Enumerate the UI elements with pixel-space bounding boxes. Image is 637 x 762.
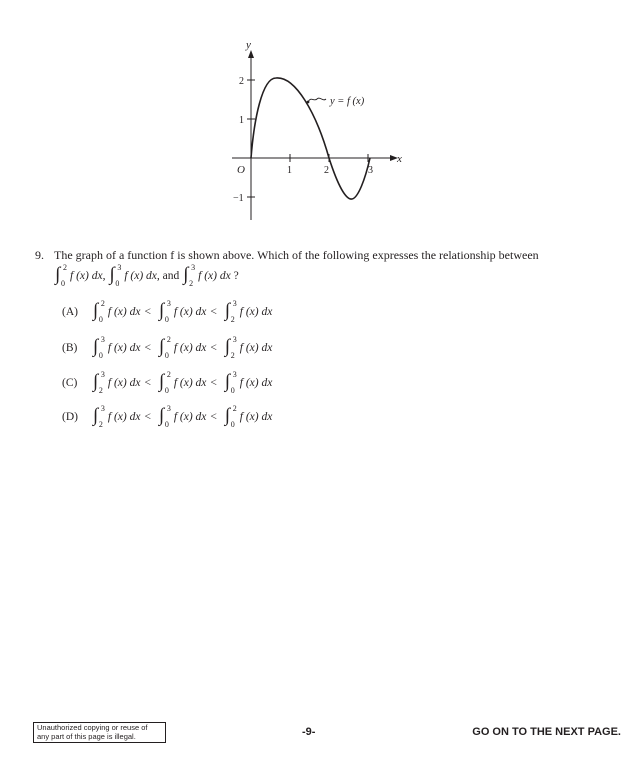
integral — [158, 406, 174, 428]
less-than: < — [210, 342, 217, 354]
integral-sign: ∫ — [158, 405, 165, 426]
upper-limit: 2 — [232, 404, 237, 413]
integral-sign: ∫ — [224, 405, 230, 426]
list-question-mark: ? — [233, 270, 239, 282]
upper-limit: 3 — [100, 335, 105, 344]
x-tick-label-3: 3 — [368, 165, 373, 176]
option-b[interactable] — [62, 337, 272, 359]
less-than: < — [210, 377, 217, 389]
integral-sign: ∫ — [183, 264, 189, 285]
y-axis-arrow — [248, 50, 254, 58]
integrand: f (x) dx — [239, 342, 273, 354]
integral — [92, 406, 108, 428]
lower-limit: 0 — [230, 420, 235, 429]
option-letter: (A) — [62, 306, 78, 318]
less-than: < — [144, 342, 151, 354]
lower-limit: 0 — [164, 315, 169, 324]
y-tick-label-1: 1 — [239, 115, 244, 126]
curve-label-pointer-dot — [307, 101, 310, 104]
integral — [224, 301, 240, 323]
upper-limit: 3 — [117, 263, 122, 272]
list-and: and — [162, 270, 180, 282]
integral-sign: ∫ — [224, 371, 230, 392]
lower-limit: 0 — [98, 315, 103, 324]
function-graph — [0, 0, 637, 240]
integrand: f (x) dx — [239, 306, 273, 318]
lower-limit: 2 — [189, 279, 194, 288]
integrand: f (x) dx — [107, 411, 141, 423]
upper-limit: 3 — [100, 404, 105, 413]
upper-limit: 2 — [100, 299, 105, 308]
x-axis-label: x — [397, 153, 402, 165]
upper-limit: 3 — [166, 299, 171, 308]
option-letter: (B) — [62, 342, 78, 354]
curve-label-pointer — [308, 98, 326, 102]
integral — [92, 372, 108, 394]
upper-limit: 2 — [63, 263, 67, 272]
notice-line-2: any part of this page is illegal. — [37, 731, 136, 741]
integrand: f (x) dx — [173, 306, 207, 318]
integrand: f (x) dx — [107, 377, 141, 389]
less-than: < — [144, 377, 151, 389]
integral — [92, 301, 108, 323]
integral — [158, 301, 174, 323]
option-letter: (D) — [62, 411, 78, 423]
upper-limit: 2 — [166, 370, 171, 379]
integral-sign: ∫ — [92, 405, 99, 426]
integral-sign: ∫ — [109, 264, 115, 285]
y-tick-label-neg1: −1 — [233, 193, 244, 204]
integral — [92, 337, 108, 359]
upper-limit: 2 — [166, 335, 171, 344]
notice-line-1: Unauthorized copying or reuse of — [37, 723, 148, 732]
integral-list — [54, 265, 239, 287]
integral — [224, 372, 240, 394]
integrand: f (x) dx — [173, 377, 207, 389]
integral — [224, 406, 240, 428]
lower-limit: 0 — [230, 386, 235, 395]
less-than: < — [144, 411, 151, 423]
option-c[interactable] — [62, 372, 272, 394]
integral — [224, 337, 240, 359]
integral-sign: ∫ — [158, 336, 165, 357]
question-stem — [35, 248, 539, 262]
integral-list-1 — [54, 265, 70, 287]
integrand: f (x) dx — [173, 342, 207, 354]
option-d[interactable] — [62, 406, 272, 428]
integral-sign: ∫ — [92, 300, 99, 321]
integral-sign: ∫ — [224, 336, 230, 357]
integral-sign: ∫ — [92, 336, 99, 357]
lower-limit: 2 — [230, 351, 235, 360]
upper-limit: 3 — [100, 370, 105, 379]
upper-limit: 3 — [191, 263, 196, 272]
lower-limit: 0 — [164, 420, 169, 429]
integral-list-2 — [108, 265, 124, 287]
page-number: -9- — [302, 726, 316, 738]
lower-limit: 0 — [164, 351, 169, 360]
x-tick-label-1: 1 — [287, 165, 292, 176]
upper-limit: 3 — [166, 404, 171, 413]
upper-limit: 3 — [232, 299, 237, 308]
list-expr-3: f (x) dx — [198, 270, 231, 282]
integrand: f (x) dx — [107, 342, 141, 354]
lower-limit: 2 — [98, 386, 103, 395]
upper-limit: 3 — [232, 370, 237, 379]
y-axis-label: y — [246, 39, 251, 51]
integrand: f (x) dx — [107, 306, 141, 318]
lower-limit: 0 — [164, 386, 169, 395]
lower-limit: 2 — [230, 315, 235, 324]
option-a[interactable] — [62, 301, 272, 323]
list-expr-1: f (x) dx, — [70, 270, 106, 282]
integral-sign: ∫ — [55, 264, 61, 285]
y-tick-label-2: 2 — [239, 76, 244, 87]
origin-label: O — [237, 164, 245, 176]
integral-sign: ∫ — [158, 300, 165, 321]
integrand: f (x) dx — [239, 377, 273, 389]
upper-limit: 3 — [232, 335, 237, 344]
integral — [158, 337, 174, 359]
lower-limit: 2 — [98, 420, 103, 429]
option-letter: (C) — [62, 377, 78, 389]
integrand: f (x) dx — [173, 411, 207, 423]
integral-sign: ∫ — [158, 371, 165, 392]
copyright-notice — [33, 722, 166, 743]
list-expr-2: f (x) dx, — [124, 270, 160, 282]
integral-sign: ∫ — [224, 300, 230, 321]
x-tick-label-2: 2 — [324, 165, 329, 176]
question-text: The graph of a function f is shown above. Which of the following expresses the relationship between — [54, 248, 539, 262]
less-than: < — [210, 306, 217, 318]
curve-label: y = f (x) — [330, 96, 365, 107]
question-number: 9. — [35, 248, 44, 262]
lower-limit: 0 — [115, 279, 120, 288]
integral-list-3 — [182, 265, 198, 287]
integrand: f (x) dx — [239, 411, 273, 423]
integral-sign: ∫ — [92, 371, 99, 392]
less-than: < — [210, 411, 217, 423]
less-than: < — [144, 306, 151, 318]
integral — [158, 372, 174, 394]
lower-limit: 0 — [98, 351, 103, 360]
go-on-notice: GO ON TO THE NEXT PAGE. — [472, 726, 621, 738]
lower-limit: 0 — [61, 279, 65, 288]
